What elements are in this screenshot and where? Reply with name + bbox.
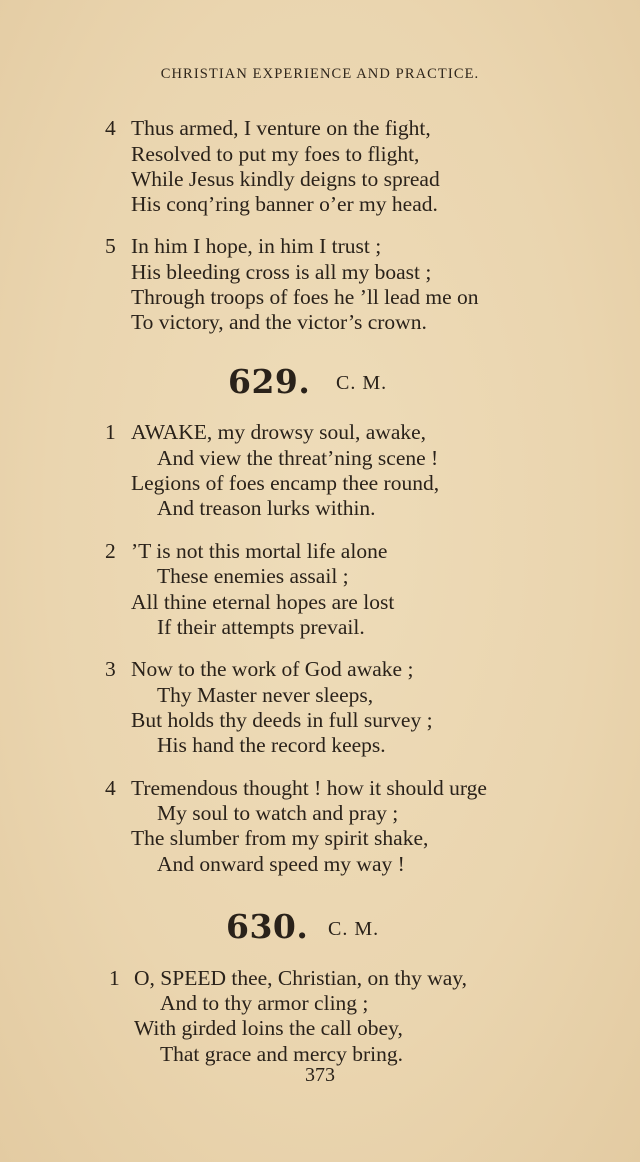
verse-line: His bleeding cross is all my boast ; <box>131 260 432 284</box>
verse-line: Through troops of foes he ’ll lead me on <box>131 285 479 309</box>
verse-line: All thine eternal hopes are lost <box>131 590 395 614</box>
verse-line: With girded loins the call obey, <box>134 1016 403 1040</box>
verse-number: 1 <box>105 420 116 444</box>
verse-line: And treason lurks within. <box>157 496 376 520</box>
verse-line: His conq’ring banner o’er my head. <box>131 192 438 216</box>
verse-line: ’T is not this mortal life alone <box>131 539 388 563</box>
verse-line: The slumber from my spirit shake, <box>131 826 429 850</box>
verse-line: But holds thy deeds in full survey ; <box>131 708 433 732</box>
hymn-number: 629. <box>228 362 311 401</box>
verse-line: While Jesus kindly deigns to spread <box>131 167 440 191</box>
verse-number: 5 <box>105 234 116 258</box>
verse-line: Thy Master never sleeps, <box>157 683 374 707</box>
verse-line: Resolved to put my foes to flight, <box>131 142 420 166</box>
verse-line: AWAKE, my drowsy soul, awake, <box>131 420 427 444</box>
verse-line: Tremendous thought ! how it should urge <box>131 776 487 800</box>
verse-line: Thus armed, I venture on the fight, <box>131 116 431 140</box>
verse-number: 2 <box>105 539 116 563</box>
page-number: 373 <box>305 1064 335 1086</box>
hymn-meter: C. M. <box>328 918 380 940</box>
verse-number: 4 <box>105 116 116 140</box>
verse-line: If their attempts prevail. <box>157 615 365 639</box>
verse-line: Legions of foes encamp thee round, <box>131 471 440 495</box>
verse-number: 1 <box>109 966 120 990</box>
verse-line: In him I hope, in him I trust ; <box>131 234 382 258</box>
verse-line: To victory, and the victor’s crown. <box>131 310 427 334</box>
verse-line: And to thy armor cling ; <box>160 991 369 1015</box>
verse-line: O, SPEED thee, Christian, on thy way, <box>134 966 468 990</box>
hymn-meter: C. M. <box>336 372 388 394</box>
verse-line: Now to the work of God awake ; <box>131 657 414 681</box>
verse-line: These enemies assail ; <box>157 564 349 588</box>
running-head: CHRISTIAN EXPERIENCE AND PRACTICE. <box>160 66 480 82</box>
verse-line: That grace and mercy bring. <box>160 1042 403 1066</box>
hymn-number: 630. <box>226 907 309 946</box>
verse-number: 3 <box>105 657 116 681</box>
verse-line: My soul to watch and pray ; <box>157 801 399 825</box>
verse-line: And onward speed my way ! <box>157 852 405 876</box>
verse-line: And view the threat’ning scene ! <box>157 446 439 470</box>
verse-line: His hand the record keeps. <box>157 733 386 757</box>
verse-number: 4 <box>105 776 116 800</box>
